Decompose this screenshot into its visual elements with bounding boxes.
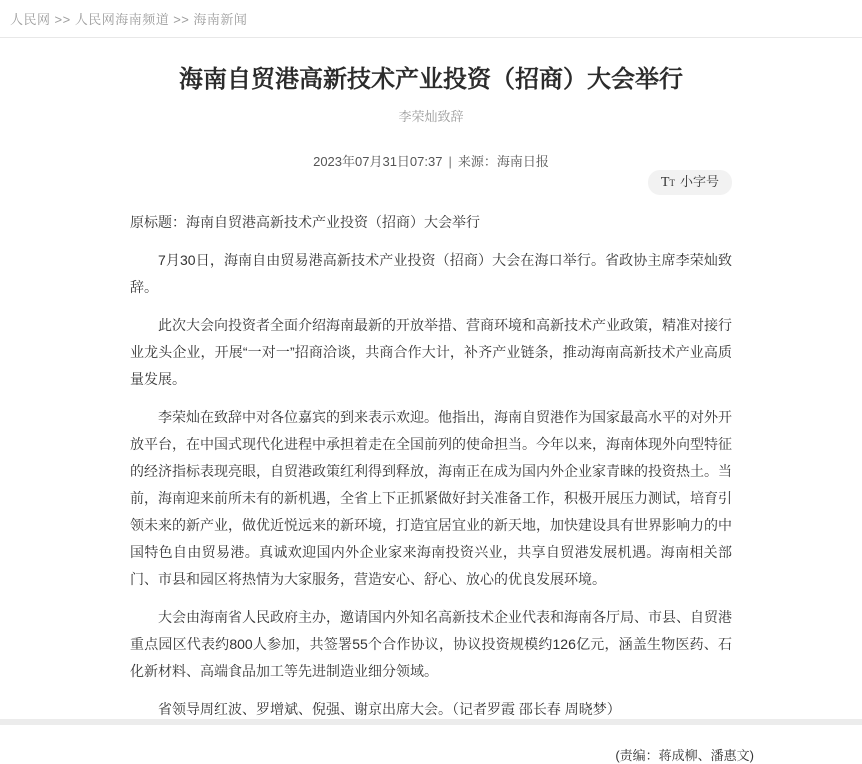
page-title: 海南自贸港高新技术产业投资（招商）大会举行	[179, 66, 683, 93]
article-paragraph: 李荣灿在致辞中对各位嘉宾的到来表示欢迎。他指出，海南自贸港作为国家最高水平的对外开放平台，在中国式现代化进程中承担着走在全国前列的使命担当。今年以来，海南体现外向型特征的经济指标表现亮眼，自贸港政策红利得到释放，海南正在成为国内外企业家青睐的投资热土。当前，海南迎来前所未有的新机遇，全省上下正抓紧做好封关准备工作，积极开展压力测试，培育引领未来的新产业，做优近悦远来的新环境，打造宜居宜业的新天地，加快建设具有世界影响力的中国特色自由贸易港。真诚欢迎国内外企业家来海南投资兴业，共享自贸港发展机遇。海南相关部门、市县和园区将热情为大家服务，营造安心、舒心、放心的优良发展环境。	[130, 409, 732, 587]
breadcrumb-link-people[interactable]: 人民网	[10, 12, 51, 27]
article-subtitle: 李荣灿致辞	[398, 109, 464, 124]
article-paragraph: 省领导周红波、罗增斌、倪强、谢京出席大会。（记者罗霞 邵长春 周晓梦）	[158, 701, 621, 717]
article-paragraph: 7月30日，海南自由贸易港高新技术产业投资（招商）大会在海口举行。省政协主席李荣灿致辞。	[130, 252, 732, 295]
breadcrumb-link-hainan-channel[interactable]: 人民网海南频道	[74, 12, 170, 27]
source-link[interactable]: 海南日报	[496, 154, 549, 169]
font-size-button[interactable]	[648, 170, 732, 195]
breadcrumb-link-hainan-news[interactable]: 海南新闻	[193, 12, 248, 27]
breadcrumb	[0, 0, 862, 38]
breadcrumb-separator: >>	[173, 12, 190, 27]
meta-separator: |	[448, 154, 452, 169]
meta-date-line	[130, 151, 732, 170]
article-container	[130, 64, 754, 764]
original-title-line: 原标题：海南自贸港高新技术产业投资（招商）大会举行	[130, 214, 480, 230]
publish-datetime: 2023年07月31日07:37	[313, 154, 443, 169]
breadcrumb-separator: >>	[54, 12, 71, 27]
article-body	[130, 209, 754, 764]
font-size-button-label: 小字号	[679, 174, 719, 189]
article-meta-row	[130, 151, 732, 195]
source-label: 来源：	[457, 154, 497, 169]
editor-credit: (责编：蒋成柳、潘惠文)	[615, 748, 754, 763]
font-size-icon: TT	[660, 175, 675, 190]
article-paragraph: 大会由海南省人民政府主办，邀请国内外知名高新技术企业代表和海南各厅局、市县、自贸港重点园区代表约800人参加，共签署55个合作协议，协议投资规模约126亿元，涵盖生物医药、石化新材料、高端食品加工等先进制造业细分领域。	[130, 609, 732, 679]
article-paragraph: 此次大会向投资者全面介绍海南最新的开放举措、营商环境和高新技术产业政策，精准对接行业龙头企业，开展“一对一”招商洽谈，共商合作大计，补齐产业链条，推动海南高新技术产业高质量发展。	[130, 317, 732, 387]
page-bottom-edge	[0, 719, 862, 725]
